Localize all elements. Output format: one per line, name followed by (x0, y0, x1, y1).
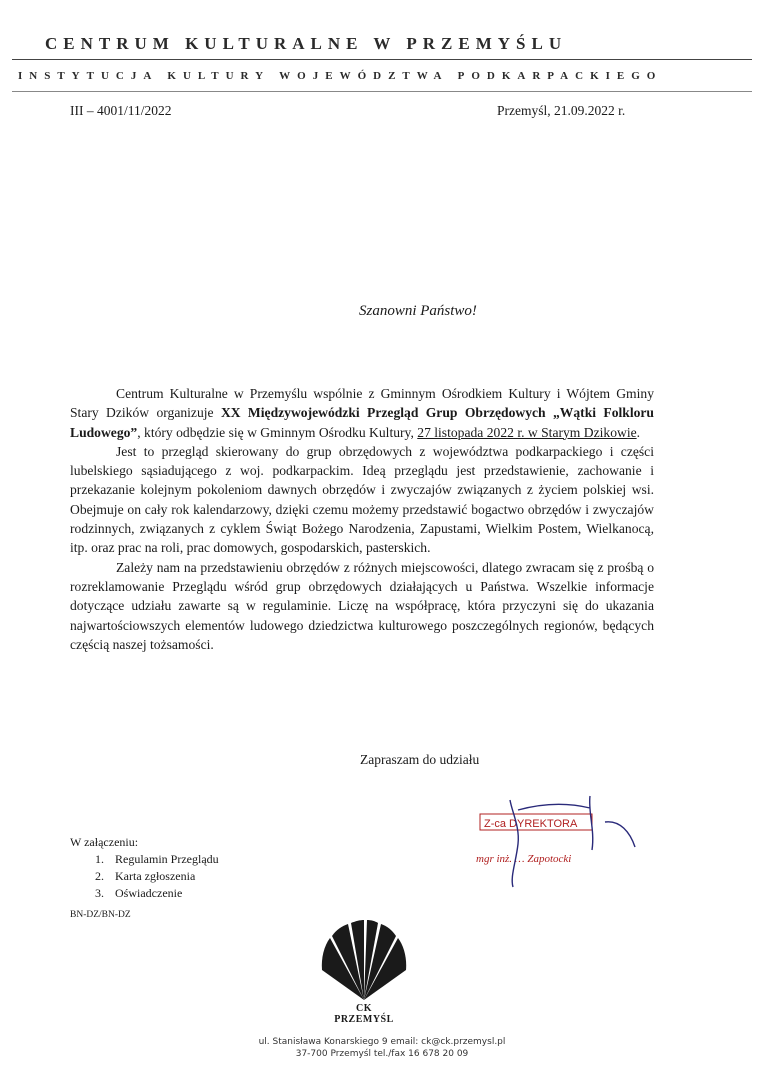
greeting: Szanowni Państwo! (359, 303, 477, 319)
address-line-1: ul. Stanisława Konarskiego 9 email: ck@ck.przemysl.pl (258, 1037, 506, 1047)
place-and-date: Przemyśl, 21.09.2022 r. (497, 103, 626, 118)
handwritten-signature (510, 796, 635, 887)
attachment-item: 1. Regulamin Przeglądu (107, 851, 219, 868)
paragraph-1 (70, 384, 654, 442)
attachments-list (70, 851, 219, 902)
closing-line: Zapraszam do udziału (360, 752, 480, 767)
paragraph-3: Zależy nam na przedstawieniu obrzędów z różnych miejscowości, dlatego zwracam się z prośbą o rozreklamowanie Przeglądu wśród grup obrzędowych działających u Państwa. Wszelkie informacje dotyczące udziału zawarte są w regulaminie. Liczę na współpracę, która przyczyni się do ukazania najwartościowszych elementów ludowego dziedzictwa kulturowego poszczególnych regionów, będących częścią naszej tożsamości. (70, 559, 654, 652)
organization-name: CENTRUM KULTURALNE W PRZEMYŚLU (45, 34, 568, 53)
paragraph-1-text-a: Centrum Kulturalne w Przemyślu wspólnie z Gminnym Ośrodkiem Kultury i Wójtem Gminy Stary Dzików organizuje (70, 386, 654, 421)
attachments-heading: W załączeniu: (70, 835, 139, 849)
author-initials: BN-DZ/BN-DZ (70, 910, 131, 920)
paragraph-1-text-e: . (636, 424, 641, 440)
signature-stamp (470, 792, 660, 892)
logo-text-ck: CK (356, 1003, 372, 1014)
header-divider (12, 59, 752, 60)
event-name: XX Międzywojewódzki Przegląd Grup Obrzędowych „Wątki Folkloru Ludowego” (70, 405, 654, 440)
attachment-item: 2. Karta zgłoszenia (107, 868, 219, 885)
footer-address (200, 1036, 564, 1060)
paragraph-1-text-c: , który odbędzie się w Gminnym Ośrodku Kultury, (137, 424, 418, 440)
paragraph-2: Jest to przegląd skierowany do grup obrzędowych z województwa podkarpackiego i części lubelskiego sąsiadującego z woj. podkarpackim. Ideą przeglądu jest przedstawienie, zachowanie i przekazanie kolejnym pokoleniom dawnych obrzędów i zwyczajów związanych z życiem polskiej wsi. Obejmuje on cały rok kalendarzowy, dzięki czemu możemy przedstawić bogactwo obrzędów i zwyczajów rodzinnych, związanych z cyklem Świąt Bożego Narodzenia, Zapustami, Wielkim Postem, Wielkanocą, itp. oraz prac na roli, prac domowych, gospodarskich, pasterskich. (70, 443, 654, 556)
stamp-title: Z-ca DYREKTORA (484, 818, 578, 830)
attachments (70, 834, 219, 902)
stamp-name: mgr inż. … Zapotocki (476, 853, 572, 865)
attachment-item: 3. Oświadczenie (107, 885, 219, 902)
shell-logo-icon (318, 920, 410, 1002)
header-divider-bottom (12, 91, 752, 92)
logo-text-city: PRZEMYŚL (334, 1014, 394, 1025)
logo-text (300, 1003, 428, 1025)
reference-number: III – 4001/11/2022 (70, 103, 172, 118)
address-line-2: 37-700 Przemyśl tel./fax 16 678 20 09 (295, 1049, 469, 1059)
event-date-place: 27 listopada 2022 r. w Starym Dzikowie (417, 424, 637, 440)
letter-body (70, 384, 654, 654)
organization-subtitle: INSTYTUCJA KULTURY WOJEWÓDZTWA PODKARPACKIEGO (18, 70, 663, 82)
